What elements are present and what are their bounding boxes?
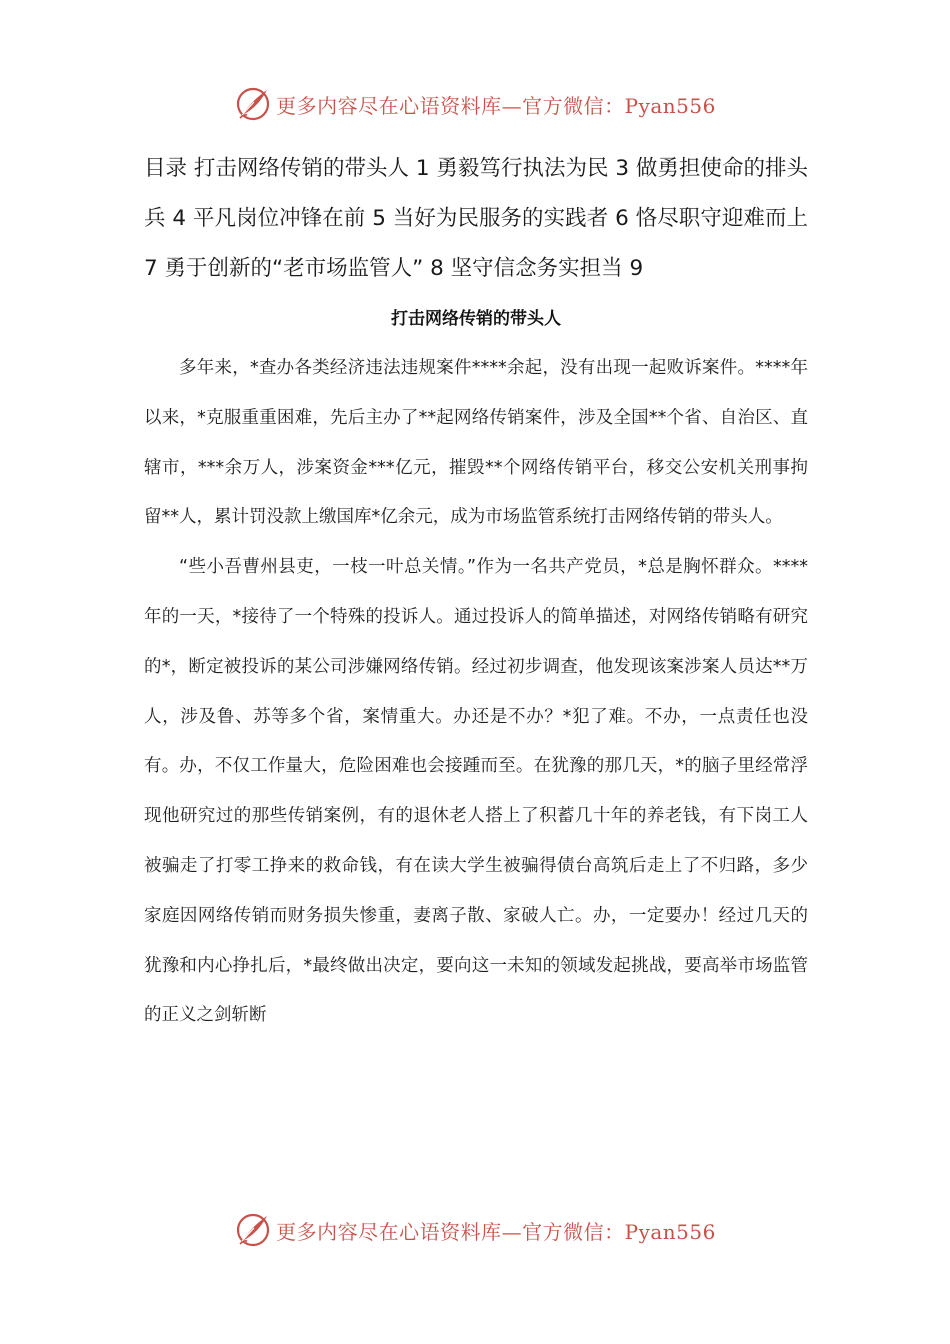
header-slogan: 更多内容尽在心语资料库—官方微信：Pyan556 [276,93,716,118]
article-title: 打击网络传销的带头人 [391,309,561,329]
footer-slogan: 更多内容尽在心语资料库—官方微信：Pyan556 [276,1219,716,1244]
table-of-contents: 目录 打击网络传销的带头人 1 勇毅笃行执法为民 3 做勇担使命的排头兵 4 平凡岗位冲锋在前 5 当好为民服务的实践者 6 恪尽职守迎难而上 7 勇于创新的“老市场监管人” 8 坚守信念务实担当 9 [144,156,808,281]
quill-pen-logo-icon [234,1211,272,1249]
header-banner [0,82,950,126]
quill-pen-logo-icon [234,85,272,123]
footer-banner [0,1208,950,1252]
paragraph-1: 多年来，*查办各类经济违法违规案件****余起，没有出现一起败诉案件。****年以来，*克服重重困难，先后主办了**起网络传销案件，涉及全国**个省、自治区、直辖市，***余万人，涉案资金***亿元，摧毁**个网络传销平台，移交公安机关刑事拘留**人，累计罚没款上缴国库*亿余元，成为市场监管系统打击网络传销的带头人。 [144,358,808,528]
paragraph-2: “些小吾曹州县吏，一枝一叶总关情。”作为一名共产党员，*总是胸怀群众。****年的一天，*接待了一个特殊的投诉人。通过投诉人的简单描述，对网络传销略有研究的*，断定被投诉的某公司涉嫌网络传销。经过初步调查，他发现该案涉案人员达**万人，涉及鲁、苏等多个省，案情重大。办还是不办？*犯了难。不办，一点责任也没有。办，不仅工作量大，危险困难也会接踵而至。在犹豫的那几天，*的脑子里经常浮现他研究过的那些传销案例，有的退休老人搭上了积蓄几十年的养老钱，有下岗工人被骗走了打零工挣来的救命钱，有在读大学生被骗得债台高筑后走上了不归路，多少家庭因网络传销而财务损失惨重，妻离子散、家破人亡。办，一定要办！经过几天的犹豫和内心挣扎后，*最终做出决定，要向这一未知的领域发起挑战，要高举市场监管的正义之剑斩断 [144,557,808,1026]
document-body [144,144,808,1041]
